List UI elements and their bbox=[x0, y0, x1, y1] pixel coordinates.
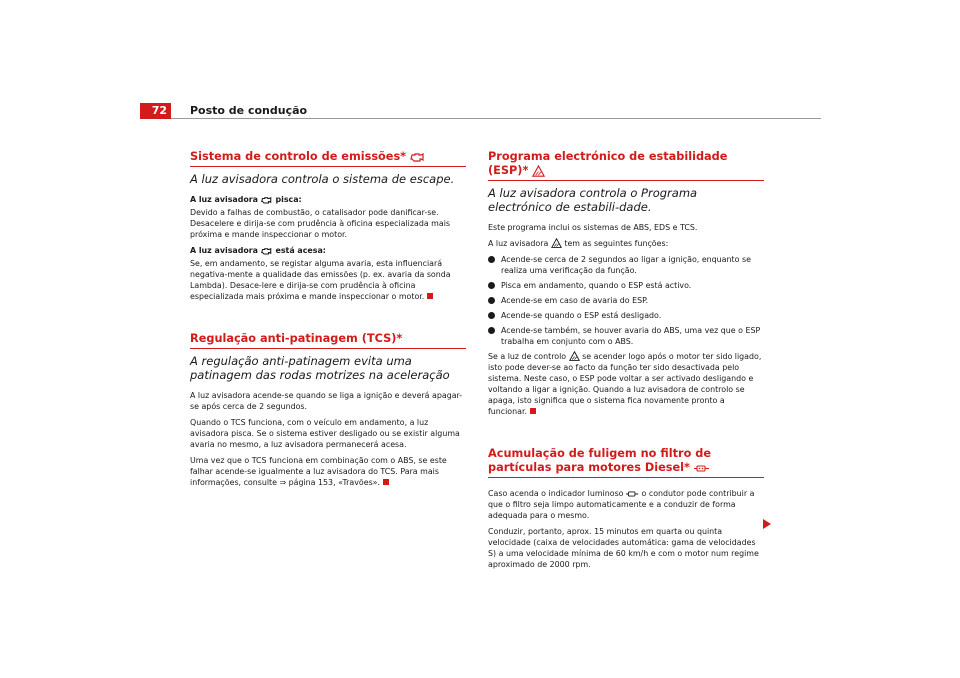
tcs-heading: Regulação anti-patinagem (TCS)* bbox=[190, 332, 466, 349]
continue-arrow-icon bbox=[763, 519, 771, 529]
list-item: Acende-se cerca de 2 segundos ao ligar a ignição, enquanto se realiza uma verificação da função. bbox=[488, 254, 764, 276]
particle-filter-icon bbox=[694, 464, 710, 473]
bullet-icon bbox=[488, 327, 495, 334]
left-column bbox=[190, 150, 466, 518]
esp-heading: Programa electrónico de estabilidade (ESP)* bbox=[488, 150, 764, 181]
tcs-paragraph-3: Uma vez que o TCS funciona em combinação com o ABS, se este falhar acende-se igualmente a luz avisadora do TCS. Para mais informações, consulte ⇒ página 153, «Travões». bbox=[190, 456, 447, 487]
engine-warning-icon bbox=[261, 196, 273, 204]
emissions-heading: Sistema de controlo de emissões* bbox=[190, 150, 466, 167]
esp-section bbox=[488, 150, 764, 417]
emissions-section bbox=[190, 150, 466, 302]
engine-warning-icon bbox=[261, 247, 273, 255]
esp-warning-icon bbox=[551, 238, 562, 249]
emissions-subtitle: A luz avisadora controla o sistema de escape. bbox=[190, 172, 455, 186]
dpf-paragraph-2: Conduzir, portanto, aprox. 15 minutos em quarta ou quinta velocidade (caixa de velocidades automática: gama de velocidades S) a uma velocidade mínima de 60 km/h e com o motor num regime aproximado de 2000 rpm. bbox=[488, 527, 759, 569]
blink-label: A luz avisadora pisca: bbox=[190, 195, 302, 204]
right-column bbox=[488, 150, 764, 600]
engine-warning-icon bbox=[410, 152, 426, 162]
lit-label: A luz avisadora está acesa: bbox=[190, 246, 326, 255]
tcs-paragraph-2: Quando o TCS funciona, com o veículo em andamento, a luz avisadora pisca. Se o sistema estiver desligado ou se existir alguma avaria no mesmo, a luz avisadora permanecerá acesa. bbox=[190, 418, 460, 449]
tcs-section bbox=[190, 332, 466, 488]
page-number: 72 bbox=[140, 103, 171, 119]
esp-functions-label: A luz avisadora tem as seguintes funções: bbox=[488, 239, 669, 248]
esp-warning-icon bbox=[532, 165, 545, 178]
tcs-subtitle: A regulação anti-patinagem evita uma patinagem das rodas motrizes na aceleração bbox=[190, 354, 450, 382]
bullet-icon bbox=[488, 282, 495, 289]
esp-intro: Este programa inclui os sistemas de ABS, EDS e TCS. bbox=[488, 223, 698, 232]
dpf-section bbox=[488, 447, 764, 570]
end-of-section-icon bbox=[530, 408, 536, 414]
running-title: Posto de condução bbox=[190, 104, 308, 117]
dpf-paragraph-1: Caso acenda o indicador luminoso o condutor pode contribuir a que o filtro seja limpo automaticamente e a conduzir de forma adequada para o mesmo. bbox=[488, 489, 755, 520]
end-of-section-icon bbox=[427, 293, 433, 299]
bullet-icon bbox=[488, 256, 495, 263]
list-item: Pisca em andamento, quando o ESP está activo. bbox=[488, 280, 764, 291]
bullet-icon bbox=[488, 297, 495, 304]
lit-text: Se, em andamento, se registar alguma avaria, esta influenciará negativa-mente a qualidade das emissões (p. ex. avaria da sonda Lambda). Desace-lere e dirija-se com prudência à oficina especializada mais próxima e mande inspeccionar o motor. bbox=[190, 259, 451, 301]
tcs-paragraph-1: A luz avisadora acende-se quando se liga a ignição e deverá apagar-se após cerca de 2 segundos. bbox=[190, 391, 463, 411]
esp-subtitle: A luz avisadora controla o Programa electrónico de estabili-dade. bbox=[488, 186, 698, 214]
end-of-section-icon bbox=[383, 479, 389, 485]
esp-closing: Se a luz de controlo se acender logo após o motor ter sido ligado, isto pode dever-se ao facto da função ter sido desactivada pelo sistema. Neste caso, o ESP pode voltar a ser activado desligando e voltando a ligar a ignição. Quando a luz avisadora de controlo se apaga, isto significa que o sistema fica novamente pronto a funcionar. bbox=[488, 352, 762, 416]
blink-text: Devido a falhas de combustão, o catalisador pode danificar-se. Desacelere e dirija-se com prudência à oficina especializada mais próxima e mande inspeccionar o motor. bbox=[190, 208, 451, 239]
header-divider bbox=[171, 118, 821, 119]
particle-filter-icon bbox=[626, 490, 639, 498]
bullet-icon bbox=[488, 312, 495, 319]
dpf-heading: Acumulação de fuligem no filtro de partículas para motores Diesel* bbox=[488, 447, 764, 478]
list-item: Acende-se também, se houver avaria do ABS, uma vez que o ESP trabalha em conjunto com o ABS. bbox=[488, 325, 764, 347]
list-item: Acende-se quando o ESP está desligado. bbox=[488, 310, 764, 321]
list-item: Acende-se em caso de avaria do ESP. bbox=[488, 295, 764, 306]
esp-warning-icon bbox=[569, 351, 580, 362]
